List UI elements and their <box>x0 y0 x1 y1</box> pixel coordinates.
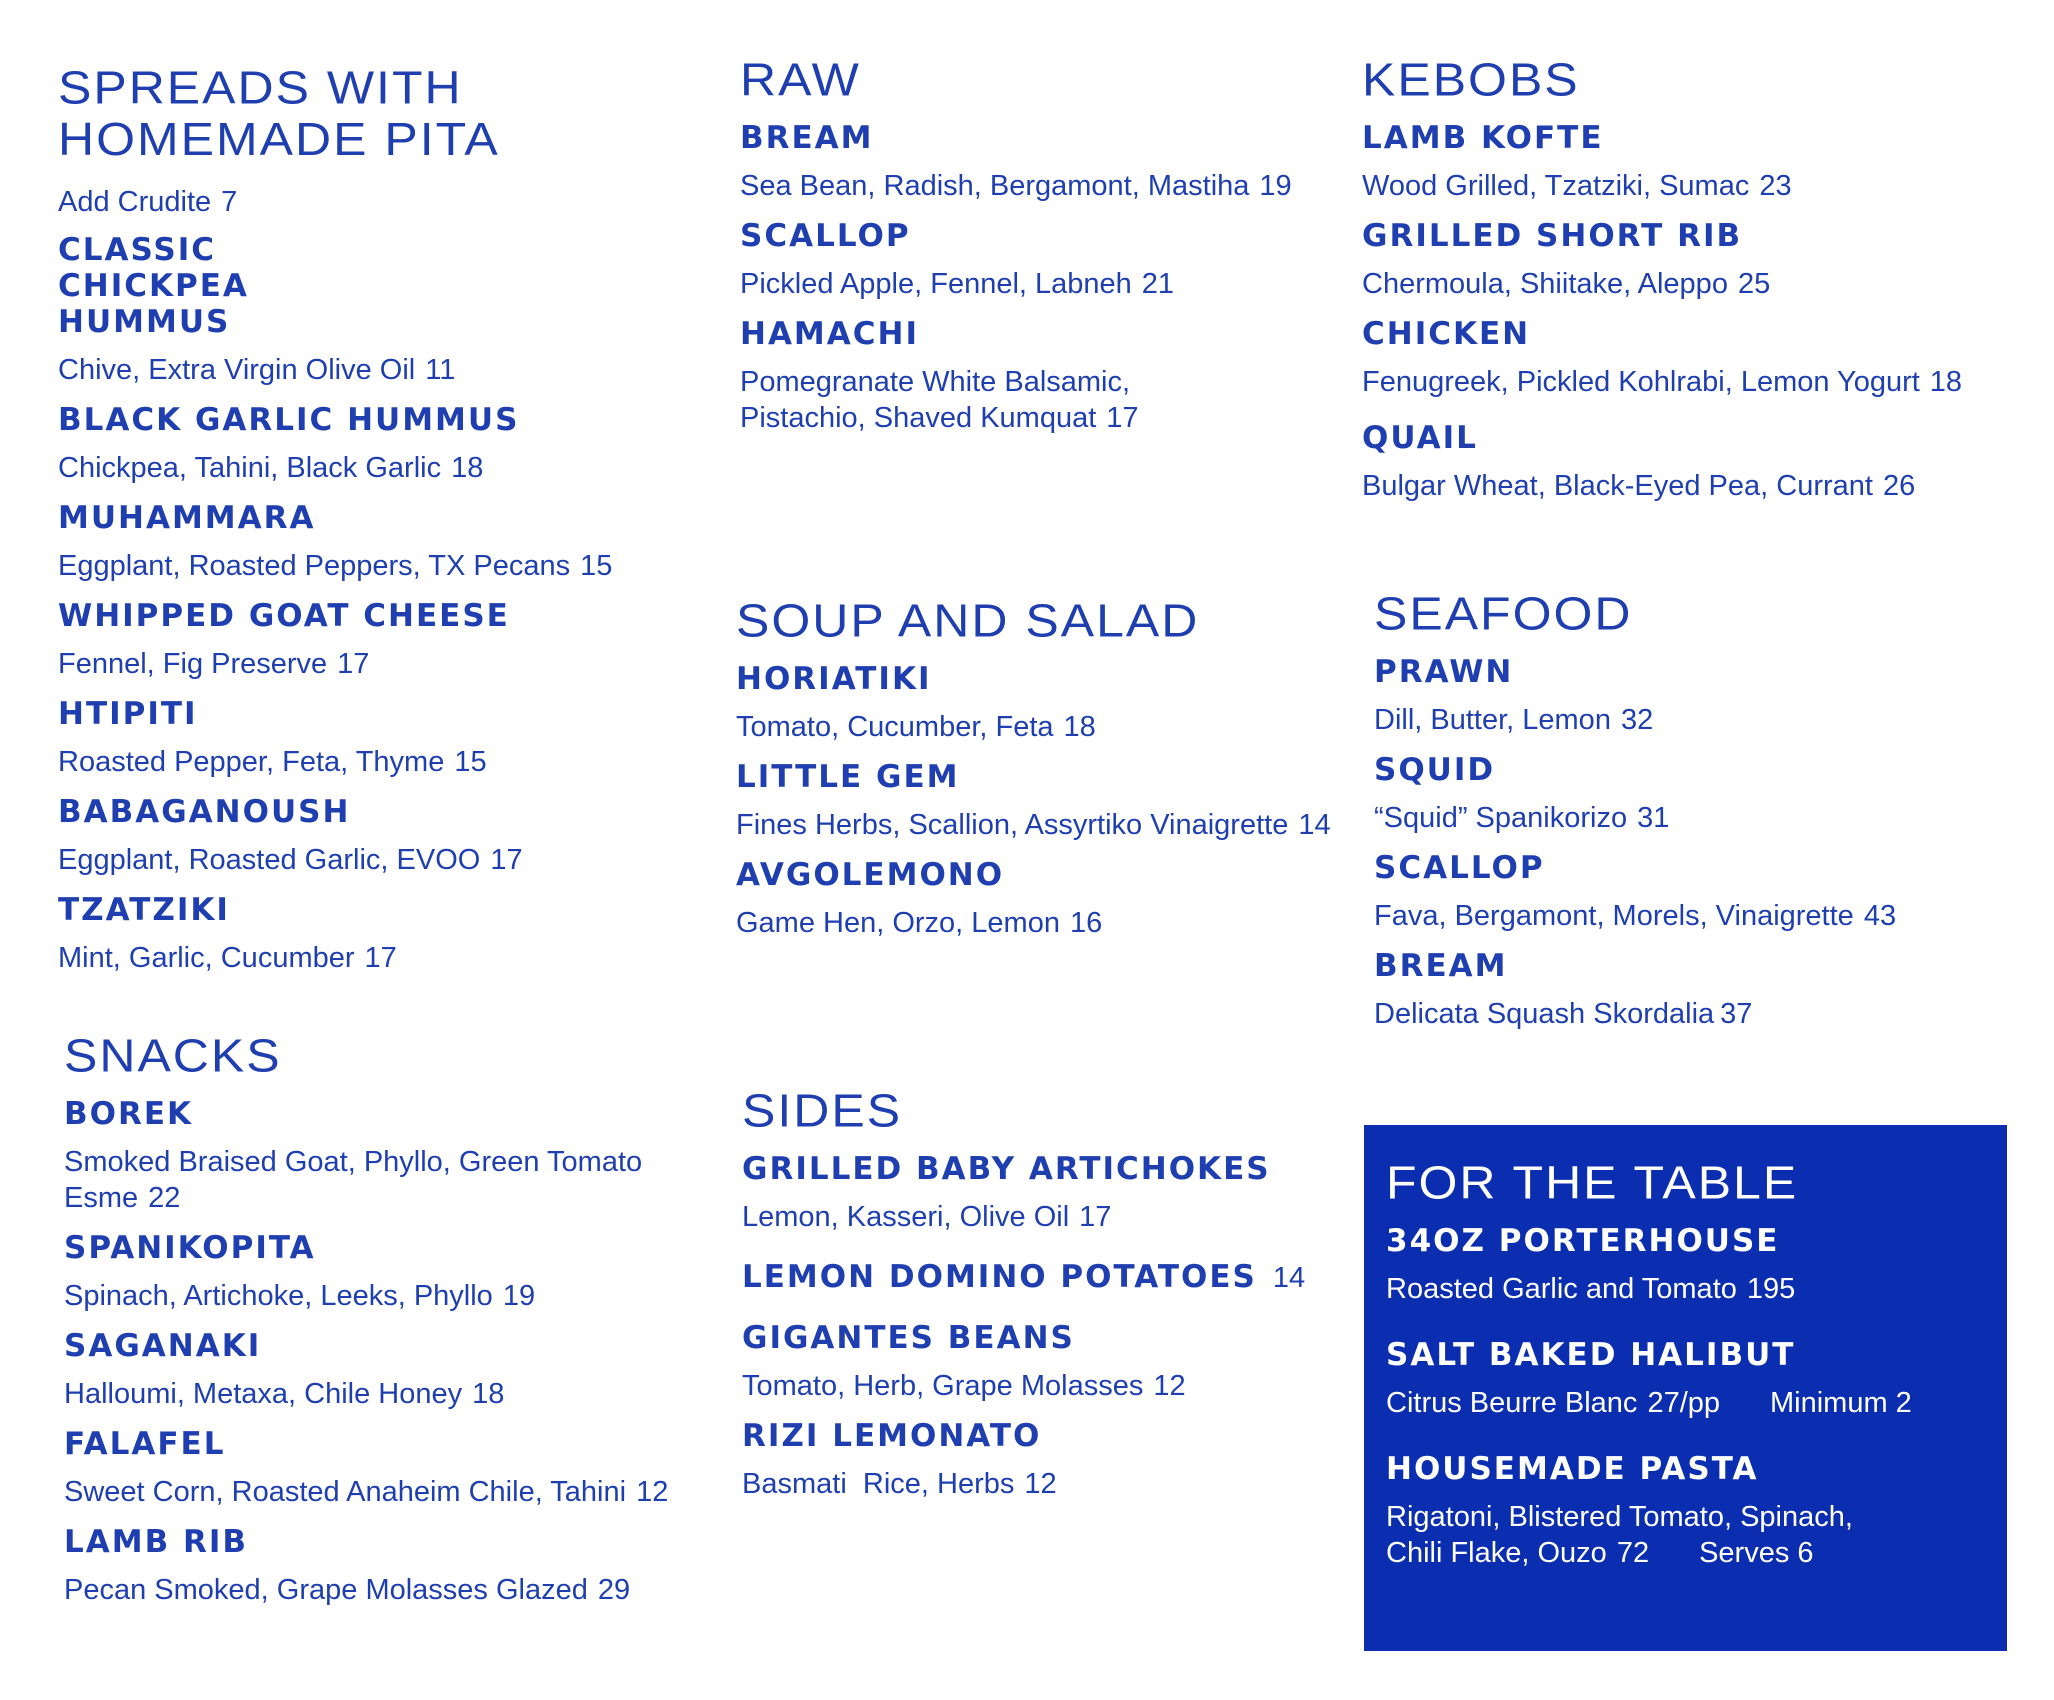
item-desc: Pecan Smoked, Grape Molasses Glazed 29 <box>64 1574 631 1606</box>
item-note: Minimum 2 <box>1770 1387 1912 1419</box>
section-kebobs <box>1362 54 2022 518</box>
menu-item <box>1386 1337 1985 1421</box>
section-title-kebobs: KEBOBS <box>1362 54 1580 106</box>
item-price: 18 <box>451 452 484 484</box>
item-price: 15 <box>454 746 487 778</box>
menu-item <box>58 500 678 584</box>
menu-item <box>742 1320 1342 1404</box>
item-desc: Tomato, Herb, Grape Molasses 12 <box>742 1370 1186 1402</box>
menu-item <box>1374 948 2014 1032</box>
item-desc: Bulgar Wheat, Black-Eyed Pea, Currant 26 <box>1362 470 1916 502</box>
item-name: LITTLE GEM <box>736 759 960 795</box>
item-price: 18 <box>1063 711 1096 743</box>
item-desc: Game Hen, Orzo, Lemon 16 <box>736 907 1103 939</box>
section-title-for-the-table: FOR THE TABLE <box>1386 1157 1799 1209</box>
item-desc: Wood Grilled, Tzatziki, Sumac 23 <box>1362 170 1792 202</box>
menu-item <box>58 892 678 976</box>
item-name: MUHAMMARA <box>58 500 316 536</box>
item-price: 18 <box>1929 366 1963 398</box>
section-soup-salad <box>736 595 1336 955</box>
item-name: FALAFEL <box>64 1426 226 1462</box>
item-desc: Fenugreek, Pickled Kohlrabi, Lemon Yogurt 18 <box>1362 366 1963 398</box>
menu-item <box>742 1151 1342 1235</box>
item-price: 12 <box>636 1476 669 1508</box>
menu-item <box>58 402 678 486</box>
item-desc: Dill, Butter, Lemon 32 <box>1374 704 1654 736</box>
item-name: CLASSIC CHICKPEA HUMMUS <box>58 232 249 340</box>
menu-item <box>1386 1223 1985 1307</box>
item-desc: Basmati Rice, Herbs 12 <box>742 1468 1057 1500</box>
item-price: 17 <box>364 942 397 974</box>
item-name: SQUID <box>1374 752 1496 788</box>
section-title-snacks: SNACKS <box>64 1030 282 1082</box>
menu-item <box>64 1230 684 1314</box>
section-sides <box>742 1085 1342 1516</box>
item-name: SCALLOP <box>740 218 911 254</box>
menu-item <box>58 598 678 682</box>
item-name: BOREK <box>64 1096 194 1132</box>
item-price: 17 <box>1079 1201 1112 1233</box>
item-desc: Spinach, Artichoke, Leeks, Phyllo 19 <box>64 1280 536 1312</box>
item-price: 12 <box>1024 1468 1057 1500</box>
item-desc: Lemon, Kasseri, Olive Oil 17 <box>742 1201 1112 1233</box>
section-title-spreads <box>58 62 678 165</box>
item-price: 19 <box>1259 170 1292 202</box>
item-name: 34OZ PORTERHOUSE <box>1386 1223 1780 1259</box>
item-desc: Halloumi, Metaxa, Chile Honey 18 <box>64 1378 505 1410</box>
item-price: 195 <box>1746 1273 1796 1305</box>
item-name: BREAM <box>740 120 874 156</box>
menu-item <box>58 794 678 878</box>
menu-item <box>64 1426 684 1510</box>
item-price: 11 <box>425 354 456 386</box>
item-price: 21 <box>1141 268 1175 300</box>
item-desc: Mint, Garlic, Cucumber 17 <box>58 942 397 974</box>
item-price: 37 <box>1720 998 1753 1030</box>
item-desc: Smoked Braised Goat, Phyllo, Green Tomato Esme 22 <box>64 1146 643 1214</box>
item-price: 26 <box>1882 470 1916 502</box>
menu-item <box>740 120 1340 204</box>
item-desc: Citrus Beurre Blanc 27/pp Minimum 2 <box>1386 1387 1912 1419</box>
item-desc: Sea Bean, Radish, Bergamont, Mastiha 19 <box>740 170 1292 202</box>
item-name: HTIPITI <box>58 696 198 732</box>
item-price: 15 <box>580 550 613 582</box>
menu-item <box>58 232 678 388</box>
menu-item <box>1386 1451 1985 1571</box>
item-name: GIGANTES BEANS <box>742 1320 1075 1356</box>
item-name: SPANIKOPITA <box>64 1230 316 1266</box>
section-title-line: SPREADS WITH <box>58 62 463 114</box>
item-name: HORIATIKI <box>736 661 932 697</box>
for-the-table-box <box>1364 1125 2007 1651</box>
item-desc: Pomegranate White Balsamic, Pistachio, Shaved Kumquat 17 <box>740 366 1139 434</box>
item-name: SAGANAKI <box>64 1328 262 1364</box>
item-name: CHICKEN <box>1362 316 1531 352</box>
menu-item <box>736 759 1336 843</box>
item-price: 12 <box>1153 1370 1186 1402</box>
menu-item <box>1362 420 2022 504</box>
item-name: QUAIL <box>1362 420 1478 456</box>
item-price: 32 <box>1620 704 1654 736</box>
menu-item <box>1374 654 2014 738</box>
section-snacks <box>64 1030 684 1622</box>
extra-price: 7 <box>221 186 238 218</box>
item-price: 14 <box>1272 1262 1306 1294</box>
menu-item <box>736 661 1336 745</box>
extra-label: Add Crudite <box>58 186 212 218</box>
section-raw <box>740 54 1340 450</box>
item-desc: Rigatoni, Blistered Tomato, Spinach, Chili Flake, Ouzo 72 Serves 6 <box>1386 1501 1853 1569</box>
item-name: HAMACHI <box>740 316 920 352</box>
add-crudite <box>58 184 678 220</box>
item-desc: Delicata Squash Skordalia 37 <box>1374 998 1753 1030</box>
item-desc: Chive, Extra Virgin Olive Oil 11 <box>58 354 456 386</box>
item-price: 17 <box>490 844 523 876</box>
item-name: RIZI LEMONATO <box>742 1418 1042 1454</box>
menu-item <box>1362 316 2022 400</box>
item-price: 72 <box>1616 1537 1650 1569</box>
item-name: LAMB RIB <box>64 1524 249 1560</box>
item-desc: Eggplant, Roasted Peppers, TX Pecans 15 <box>58 550 613 582</box>
item-desc: Sweet Corn, Roasted Anaheim Chile, Tahini 12 <box>64 1476 669 1508</box>
item-desc: Eggplant, Roasted Garlic, EVOO 17 <box>58 844 523 876</box>
item-desc: Chickpea, Tahini, Black Garlic 18 <box>58 452 484 484</box>
item-note: Serves 6 <box>1699 1537 1814 1569</box>
item-name: GRILLED BABY ARTICHOKES <box>742 1151 1271 1187</box>
item-name: HOUSEMADE PASTA <box>1386 1451 1759 1487</box>
item-name: LEMON DOMINO POTATOES <box>742 1259 1257 1295</box>
section-title-raw: RAW <box>740 54 861 106</box>
menu-item <box>64 1096 684 1216</box>
section-title-seafood: SEAFOOD <box>1374 588 1633 640</box>
item-price: 22 <box>148 1182 181 1214</box>
item-desc: Roasted Pepper, Feta, Thyme 15 <box>58 746 487 778</box>
menu-item <box>740 316 1340 436</box>
item-desc: Fennel, Fig Preserve 17 <box>58 648 370 680</box>
section-title-line: HOMEMADE PITA <box>58 113 500 166</box>
menu-item <box>1374 752 2014 836</box>
item-name: SCALLOP <box>1374 850 1545 886</box>
menu-item <box>740 218 1340 302</box>
item-price: 17 <box>337 648 370 680</box>
section-title-sides: SIDES <box>742 1085 903 1137</box>
section-spreads <box>58 62 678 990</box>
item-name: SALT BAKED HALIBUT <box>1386 1337 1796 1373</box>
item-price: 43 <box>1863 900 1897 932</box>
menu-item <box>64 1328 684 1412</box>
item-name: PRAWN <box>1374 654 1514 690</box>
item-desc: Fines Herbs, Scallion, Assyrtiko Vinaigrette 14 <box>736 809 1331 841</box>
item-desc: Roasted Garlic and Tomato 195 <box>1386 1273 1796 1305</box>
item-name: BLACK GARLIC HUMMUS <box>58 402 520 438</box>
menu-item <box>1374 850 2014 934</box>
menu-item <box>1362 218 2022 302</box>
item-price: 16 <box>1069 907 1103 939</box>
item-price: 18 <box>472 1378 505 1410</box>
menu-item <box>1362 120 2022 204</box>
section-seafood <box>1374 588 2014 1046</box>
section-title-soup-salad: SOUP AND SALAD <box>736 595 1200 647</box>
item-price: 19 <box>502 1280 536 1312</box>
item-price: 25 <box>1737 268 1771 300</box>
item-desc: Tomato, Cucumber, Feta 18 <box>736 711 1096 743</box>
item-desc: Pickled Apple, Fennel, Labneh 21 <box>740 268 1175 300</box>
menu-item <box>736 857 1336 941</box>
menu-item <box>742 1259 1342 1296</box>
item-price: 31 <box>1637 802 1670 834</box>
item-price: 29 <box>597 1574 631 1606</box>
item-name: AVGOLEMONO <box>736 857 1005 893</box>
item-name: BREAM <box>1374 948 1508 984</box>
item-name: GRILLED SHORT RIB <box>1362 218 1743 254</box>
item-price: 14 <box>1298 809 1331 841</box>
menu-item <box>58 696 678 780</box>
item-desc: “Squid” Spanikorizo 31 <box>1374 802 1670 834</box>
item-name: WHIPPED GOAT CHEESE <box>58 598 510 634</box>
item-desc: Fava, Bergamont, Morels, Vinaigrette 43 <box>1374 900 1897 932</box>
menu-item <box>742 1418 1342 1502</box>
item-price: 17 <box>1106 402 1139 434</box>
item-price: 23 <box>1759 170 1792 202</box>
item-name: BABAGANOUSH <box>58 794 351 830</box>
item-desc: Chermoula, Shiitake, Aleppo 25 <box>1362 268 1771 300</box>
item-price: 27/pp <box>1647 1387 1721 1419</box>
menu-item <box>64 1524 684 1608</box>
item-name: TZATZIKI <box>58 892 230 928</box>
item-name: LAMB KOFTE <box>1362 120 1604 156</box>
